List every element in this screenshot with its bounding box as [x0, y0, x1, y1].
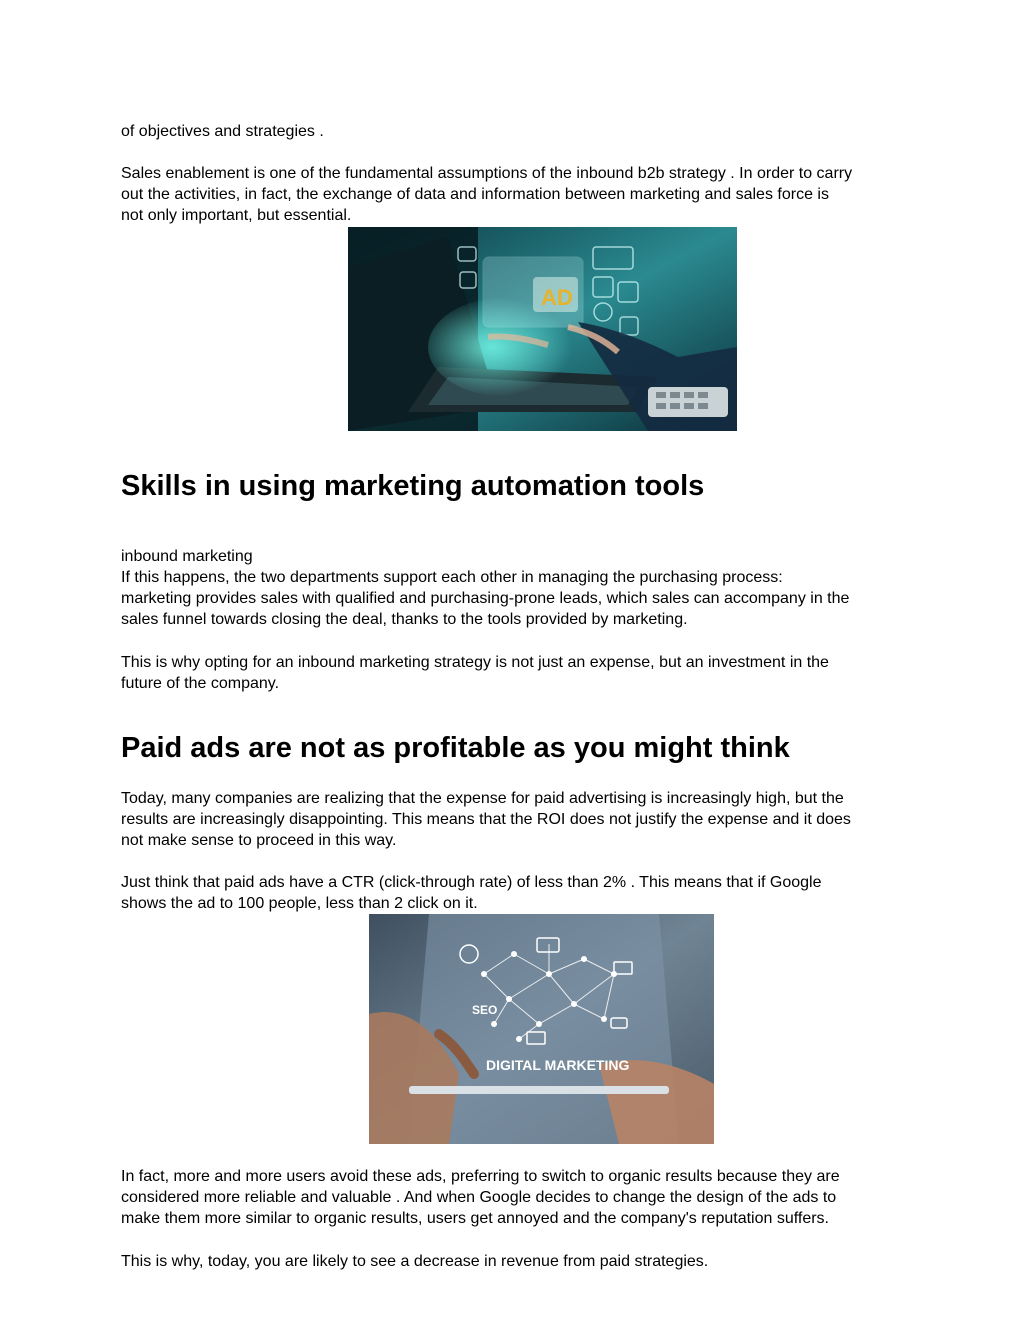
digital-marketing-image — [369, 914, 714, 1144]
text-line: not only important, but essential. — [121, 207, 352, 224]
text-line: Sales enablement is one of the fundamental assumptions of the inbound b2b strategy . In order to carry — [121, 165, 853, 182]
text-line: out the activities, in fact, the exchange of data and information between marketing and sales force is — [121, 186, 829, 203]
text-line: considered more reliable and valuable . And when Google decides to change the design of the ads to — [121, 1189, 837, 1206]
paragraph-sales-enablement — [121, 163, 971, 226]
paragraph-decrease-revenue — [121, 1251, 971, 1272]
text-line: This is why opting for an inbound marketing strategy is not just an expense, but an investment in the — [121, 654, 829, 671]
text-line: not make sense to proceed in this way. — [121, 832, 397, 849]
paragraph-ctr — [121, 872, 971, 914]
paragraph-inbound-marketing — [121, 546, 971, 630]
text-line: In fact, more and more users avoid these ads, preferring to switch to organic results because they are — [121, 1168, 840, 1185]
text-line: future of the company. — [121, 675, 280, 692]
text-line: Just think that paid ads have a CTR (click-through rate) of less than 2% . This means that if Google — [121, 874, 822, 891]
section-heading-paid-ads: Paid ads are not as profitable as you might think — [121, 732, 790, 764]
text-line: This is why, today, you are likely to see a decrease in revenue from paid strategies. — [121, 1253, 709, 1270]
digital-marketing-caption: DIGITAL MARKETING — [486, 1057, 630, 1073]
text-line: marketing provides sales with qualified and purchasing-prone leads, which sales can accompany in the — [121, 590, 850, 607]
paragraph-today — [121, 788, 971, 851]
text-line: of objectives and strategies . — [121, 123, 324, 140]
text-line: Today, many companies are realizing that the expense for paid advertising is increasingly high, but the — [121, 790, 844, 807]
text-line: results are increasingly disappointing. This means that the ROI does not justify the expense and it does — [121, 811, 851, 828]
laptop-ad-illustration-icon — [348, 227, 737, 431]
ad-label: AD — [541, 285, 573, 310]
paragraph-in-fact — [121, 1166, 971, 1229]
paragraph-investment — [121, 652, 971, 694]
laptop-ad-image — [348, 227, 737, 431]
text-line: inbound marketing — [121, 548, 253, 565]
paragraph-objectives — [121, 121, 971, 142]
text-line: If this happens, the two departments support each other in managing the purchasing process: — [121, 569, 783, 586]
text-line: sales funnel towards closing the deal, thanks to the tools provided by marketing. — [121, 611, 688, 628]
section-heading-skills: Skills in using marketing automation tools — [121, 470, 705, 502]
text-line: shows the ad to 100 people, less than 2 click on it. — [121, 895, 478, 912]
digital-marketing-network-icon — [369, 914, 714, 1144]
text-line: make them more similar to organic results, users get annoyed and the company's reputation suffers. — [121, 1210, 829, 1227]
seo-label: SEO — [472, 1003, 498, 1017]
